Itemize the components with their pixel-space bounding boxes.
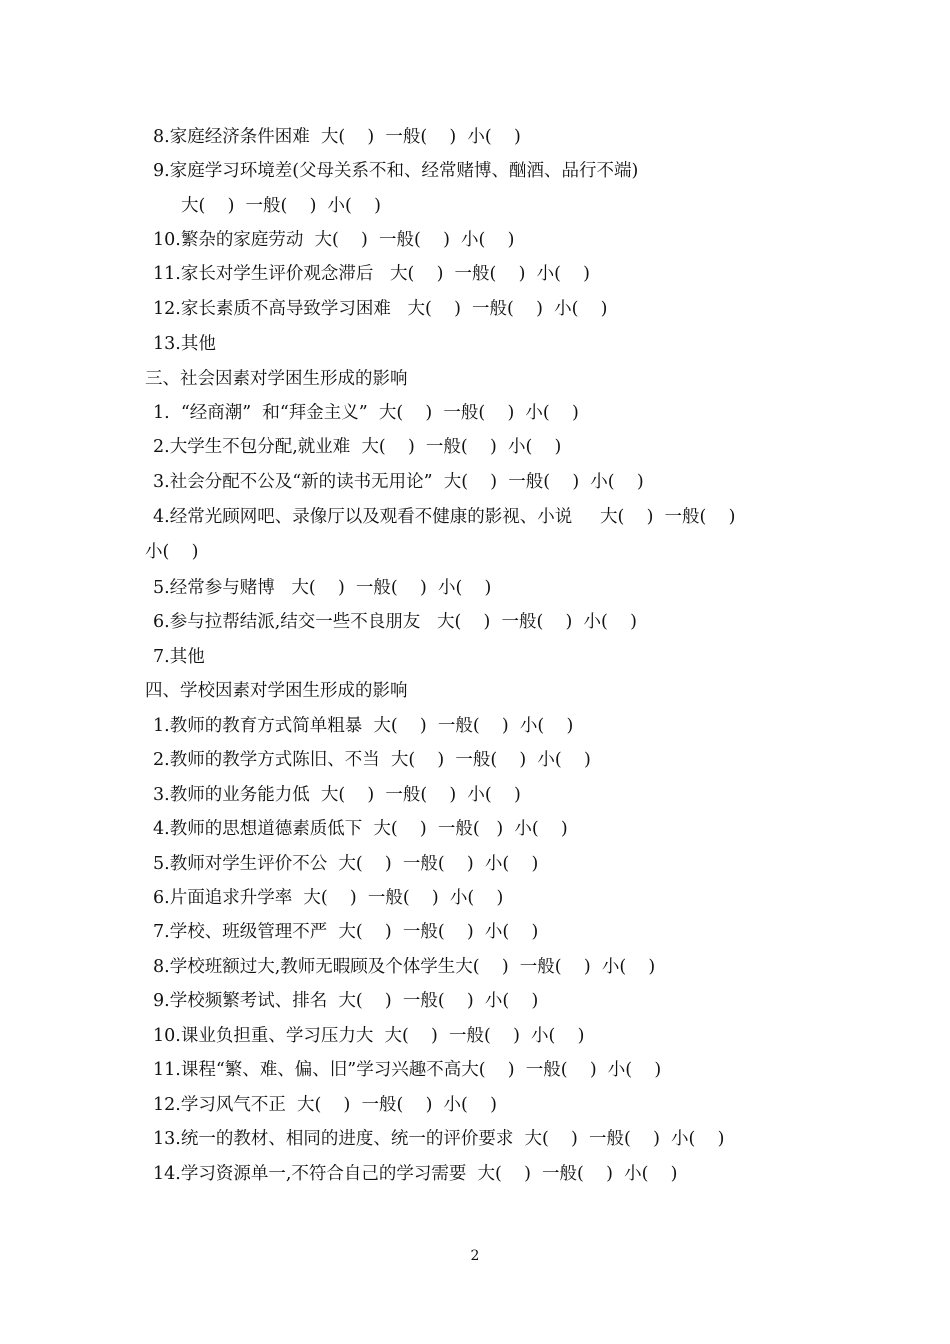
item-11-parent-evaluation: 11.家长对学生评价观念滞后 大( ) 一般( ) 小( ) [153, 264, 590, 284]
school-item-11: 11.课程“繁、难、偏、旧”学习兴趣不高大( ) 一般( ) 小( ) [153, 1060, 662, 1080]
school-item-6: 6.片面追求升学率 大( ) 一般( ) 小( ) [153, 888, 504, 908]
school-item-9: 9.学校频繁考试、排名 大( ) 一般( ) 小( ) [153, 991, 539, 1011]
social-item-4-continued: 小( ) [145, 542, 199, 562]
item-8-family-economy: 8.家庭经济条件困难 大( ) 一般( ) 小( ) [153, 127, 521, 147]
school-item-8: 8.学校班额过大,教师无暇顾及个体学生大( ) 一般( ) 小( ) [153, 957, 656, 977]
social-item-5: 5.经常参与赌博 大( ) 一般( ) 小( ) [153, 578, 492, 598]
social-item-4: 4.经常光顾网吧、录像厅以及观看不健康的影视、小说 大( ) 一般( ) [153, 507, 736, 527]
school-item-4: 4.教师的思想道德素质低下 大( ) 一般( ) 小( ) [153, 819, 568, 839]
school-item-5: 5.教师对学生评价不公 大( ) 一般( ) 小( ) [153, 854, 539, 874]
section-heading-social: 三、社会因素对学困生形成的影响 [145, 369, 408, 389]
social-item-3: 3.社会分配不公及“新的读书无用论” 大( ) 一般( ) 小( ) [153, 472, 644, 492]
school-item-2: 2.教师的教学方式陈旧、不当 大( ) 一般( ) 小( ) [153, 750, 591, 770]
item-9-options: 大( ) 一般( ) 小( ) [181, 196, 381, 216]
item-13-other: 13.其他 [153, 334, 216, 354]
item-10-housework: 10.繁杂的家庭劳动 大( ) 一般( ) 小( ) [153, 230, 515, 250]
item-9-family-environment: 9.家庭学习环境差(父母关系不和、经常赌博、酗酒、品行不端) [153, 161, 639, 181]
social-item-7-other: 7.其他 [153, 647, 205, 667]
school-item-12: 12.学习风气不正 大( ) 一般( ) 小( ) [153, 1095, 497, 1115]
social-item-2: 2.大学生不包分配,就业难 大( ) 一般( ) 小( ) [153, 437, 562, 457]
item-12-parent-quality: 12.家长素质不高导致学习困难 大( ) 一般( ) 小( ) [153, 299, 608, 319]
social-item-6: 6.参与拉帮结派,结交一些不良朋友 大( ) 一般( ) 小( ) [153, 612, 637, 632]
school-item-14: 14.学习资源单一,不符合自己的学习需要 大( ) 一般( ) 小( ) [153, 1164, 678, 1184]
section-heading-school: 四、学校因素对学困生形成的影响 [145, 681, 408, 701]
school-item-13: 13.统一的教材、相同的进度、统一的评价要求 大( ) 一般( ) 小( ) [153, 1129, 725, 1149]
school-item-7: 7.学校、班级管理不严 大( ) 一般( ) 小( ) [153, 922, 539, 942]
school-item-3: 3.教师的业务能力低 大( ) 一般( ) 小( ) [153, 785, 521, 805]
page-number: 2 [470, 1248, 480, 1264]
social-item-1: 1. “经商潮” 和“拜金主义” 大( ) 一般( ) 小( ) [153, 403, 579, 423]
school-item-1: 1.教师的教育方式简单粗暴 大( ) 一般( ) 小( ) [153, 716, 574, 736]
school-item-10: 10.课业负担重、学习压力大 大( ) 一般( ) 小( ) [153, 1026, 585, 1046]
